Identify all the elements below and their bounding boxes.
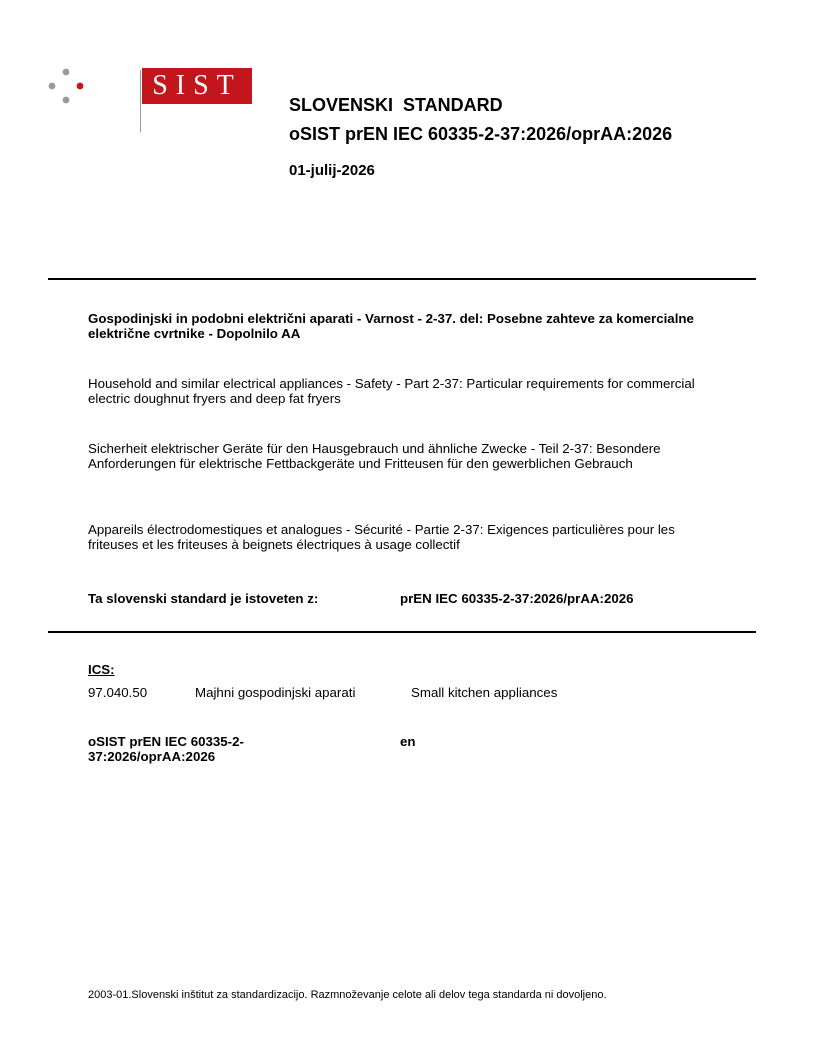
standard-code: oSIST prEN IEC 60335-2-37:2026/oprAA:2026: [289, 124, 673, 144]
logo-dots-icon: [48, 68, 88, 108]
copyright-footer: 2003-01.Slovenski inštitut za standardizacijo. Razmnoževanje celote ali delov tega standarda ni dovoljeno.: [88, 989, 607, 1001]
title-sl: Gospodinjski in podobni električni aparati - Varnost - 2-37. del: Posebne zahteve za komercialne električne cvrtnike - Dopolnilo AA: [88, 311, 694, 341]
title-en: Household and similar electrical appliances - Safety - Part 2-37: Particular requirements for commercial electric doughnut fryers and deep fat fryers: [88, 376, 695, 406]
publication-date: 01-julij-2026: [289, 162, 375, 179]
ics-description-sl: Majhni gospodinjski aparati: [195, 685, 356, 700]
standard-type: SLOVENSKI STANDARD: [289, 95, 503, 115]
logo-wordmark: SIST: [142, 68, 252, 104]
divider-bottom: [48, 631, 756, 633]
title-fr: Appareils électrodomestiques et analogues - Sécurité - Partie 2-37: Exigences particulières pour les friteuses et les friteuses à beignets électriques à usage collectif: [88, 522, 675, 552]
ics-code: 97.040.50: [88, 685, 148, 700]
sist-logo: [48, 68, 242, 118]
document-code: oSIST prEN IEC 60335-2-37:2026/oprAA:2026: [88, 734, 244, 764]
ics-description-en: Small kitchen appliances: [411, 685, 558, 700]
identical-label: Ta slovenski standard je istoveten z:: [88, 591, 319, 606]
document-language: en: [400, 734, 416, 749]
identical-value: prEN IEC 60335-2-37:2026/prAA:2026: [400, 591, 634, 606]
logo-divider: [140, 70, 141, 132]
title-de: Sicherheit elektrischer Geräte für den Hausgebrauch und ähnliche Zwecke - Teil 2-37: Besondere Anforderungen für elektrische Fettbackgeräte und Fritteusen für den gewerblichen Gebrauch: [88, 441, 661, 471]
divider-top: [48, 278, 756, 280]
ics-label: ICS:: [88, 662, 115, 677]
